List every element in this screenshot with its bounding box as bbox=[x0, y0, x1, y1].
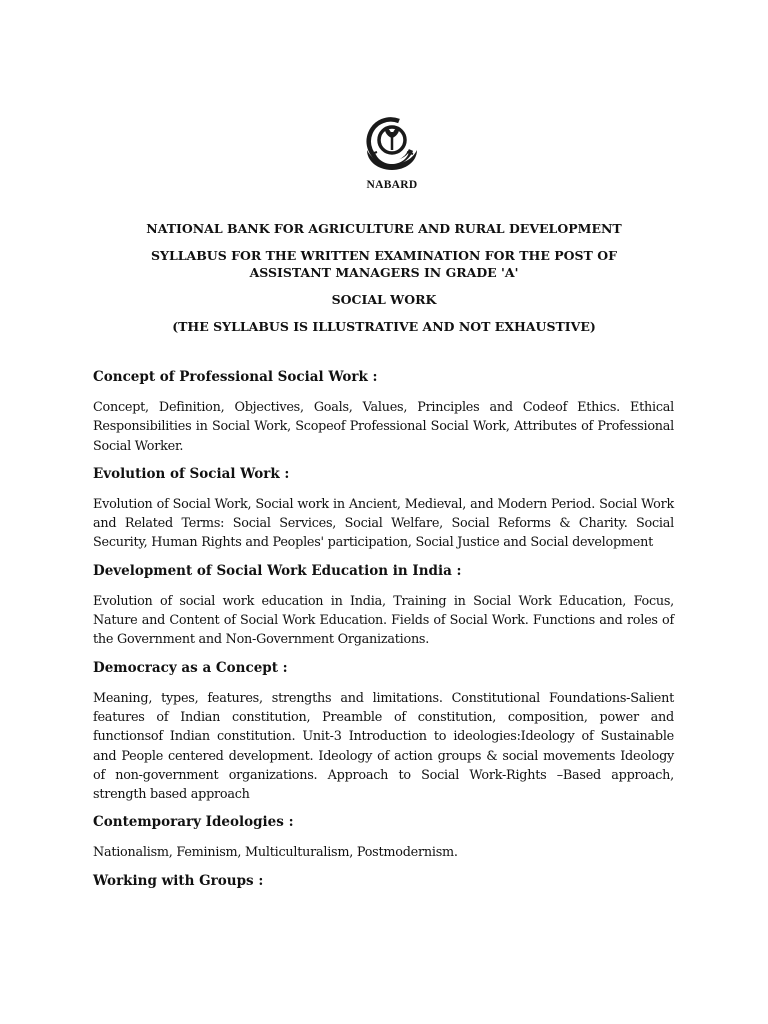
section-body: Concept, Definition, Objectives, Goals, Values, Principles and Codeof Ethics. Ethical Responsibilities in Social Work, Scopeof Professional Social Work, Attributes of Professional Social Worker. bbox=[93, 400, 674, 454]
subject-heading: SOCIAL WORK bbox=[331, 292, 437, 307]
section-title: Democracy as a Concept : bbox=[93, 659, 288, 676]
section-body: Meaning, types, features, strengths and limitations. Constitutional Foundations-Salient features of Indian constitution, Preamble of constitution, composition, power and functionsof Indian constitution. Unit-3 Introduction to ideologies:Ideology of Sustainable and People centered development. Ideology of action groups & social movements Ideology of non-government organizations. Approach to Social Work-Rights –Based approach, strength based approach bbox=[93, 690, 674, 803]
section-title: Working with Groups : bbox=[93, 872, 264, 889]
syllabus-heading: SYLLABUS FOR THE WRITTEN EXAMINATION FOR THE POST OF ASSISTANT MANAGERS IN GRADE 'A' bbox=[151, 248, 617, 280]
section bbox=[93, 813, 674, 862]
section-title: Concept of Professional Social Work : bbox=[93, 369, 378, 385]
bank-name-heading: NATIONAL BANK FOR AGRICULTURE AND RURAL DEVELOPMENT bbox=[146, 221, 622, 236]
logo-text: NABARD bbox=[366, 179, 418, 191]
document-header bbox=[94, 220, 674, 345]
disclaimer-heading: (THE SYLLABUS IS ILLUSTRATIVE AND NOT EXHAUSTIVE) bbox=[172, 319, 596, 334]
section-body: Evolution of Social Work, Social work in Ancient, Medieval, and Modern Period. Social Work and Related Terms: Social Services, Social Welfare, Social Reforms & Charity. Social Security, Human Rights and Peoples' participation, Social Justice and Social development bbox=[93, 496, 674, 551]
section-body: Evolution of social work education in India, Training in Social Work Education, Focus, Nature and Content of Social Work Education. Fields of Social Work. Functions and roles of the Government and Non-Government Organizations. bbox=[93, 593, 674, 648]
section bbox=[93, 562, 674, 650]
section bbox=[93, 368, 674, 456]
nabard-emblem-icon bbox=[361, 114, 423, 178]
section-title: Contemporary Ideologies : bbox=[93, 814, 294, 831]
nabard-logo bbox=[354, 114, 430, 191]
section-body: Nationalism, Feminism, Multiculturalism, Postmodernism. bbox=[93, 845, 458, 861]
syllabus-content bbox=[93, 368, 674, 902]
section bbox=[93, 465, 674, 553]
section-title: Development of Social Work Education in India : bbox=[93, 562, 462, 579]
section-title: Evolution of Social Work : bbox=[93, 465, 290, 482]
section bbox=[93, 872, 674, 890]
section bbox=[93, 659, 674, 805]
